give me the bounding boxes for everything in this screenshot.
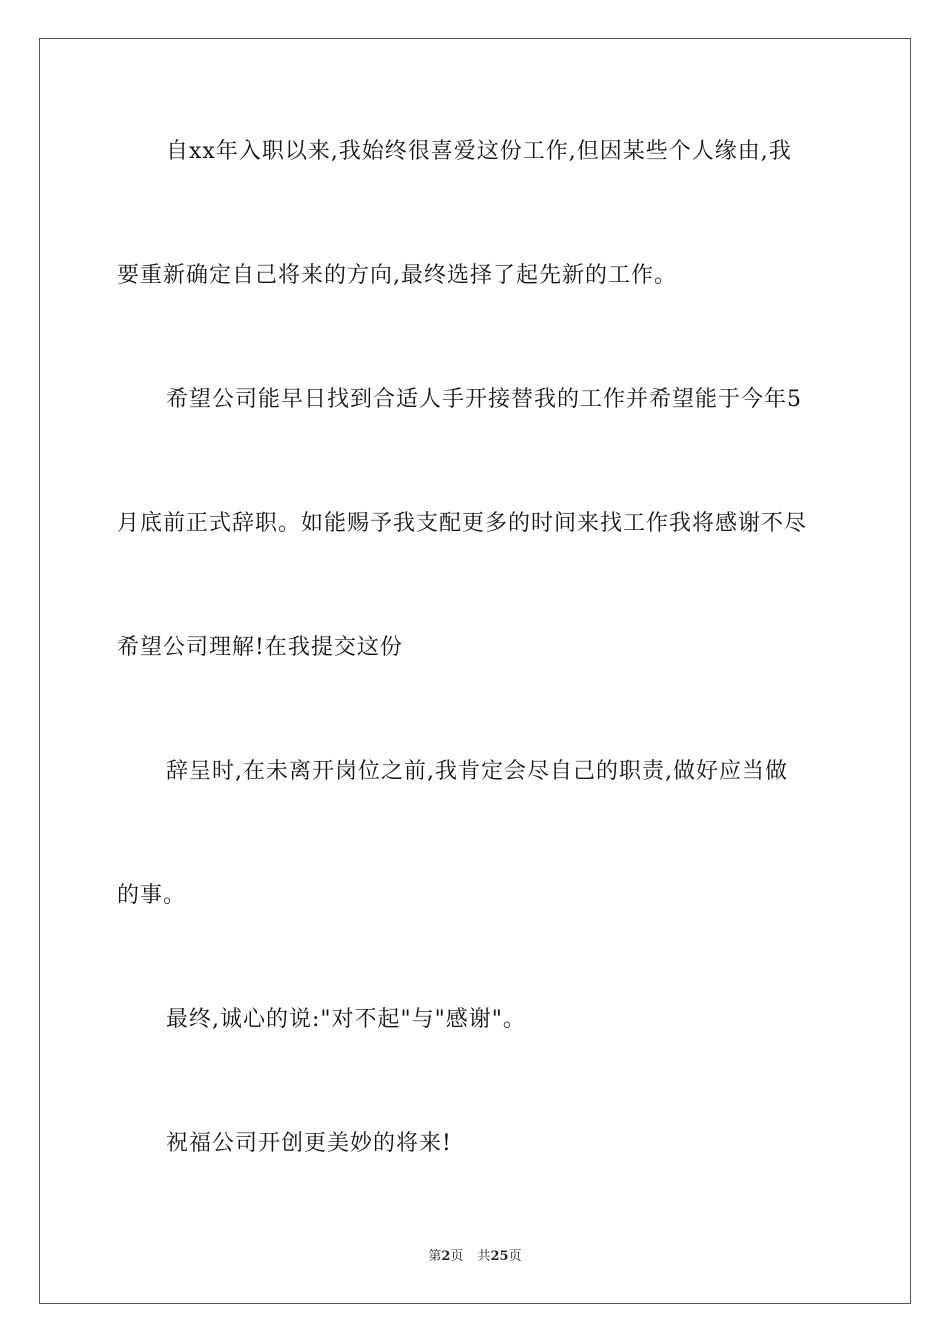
total-suffix: 页 bbox=[508, 1249, 522, 1264]
page-prefix: 第 bbox=[428, 1249, 442, 1264]
page-number-footer bbox=[0, 1248, 950, 1266]
paragraph-1-line-1: 自xx年入职以来,我始终很喜爱这份工作,但因某些个人缘由,我 bbox=[166, 139, 792, 164]
paragraph-1-line-2: 要重新确定自己将来的方向,最终选择了起先新的工作。 bbox=[117, 263, 677, 288]
paragraph-4-line-1: 最终,诚心的说:"对不起"与"感谢"。 bbox=[166, 1007, 526, 1032]
paragraph-3-line-1: 辞呈时,在未离开岗位之前,我肯定会尽自己的职责,做好应当做 bbox=[166, 759, 788, 784]
paragraph-5-line-1: 祝福公司开创更美妙的将来! bbox=[166, 1131, 452, 1156]
current-page-number: 2 bbox=[441, 1249, 451, 1264]
paragraph-2-line-2: 月底前正式辞职。如能赐予我支配更多的时间来找工作我将感谢不尽 bbox=[117, 511, 808, 536]
page-border bbox=[39, 38, 911, 1304]
total-page-count: 25 bbox=[490, 1249, 509, 1264]
total-prefix: 共 bbox=[477, 1249, 491, 1264]
paragraph-2-line-1: 希望公司能早日找到合适人手开接替我的工作并希望能于今年5 bbox=[166, 387, 802, 412]
paragraph-2-line-3: 希望公司理解!在我提交这份 bbox=[117, 635, 403, 660]
paragraph-3-line-2: 的事。 bbox=[117, 883, 187, 908]
page-suffix: 页 bbox=[450, 1249, 464, 1264]
